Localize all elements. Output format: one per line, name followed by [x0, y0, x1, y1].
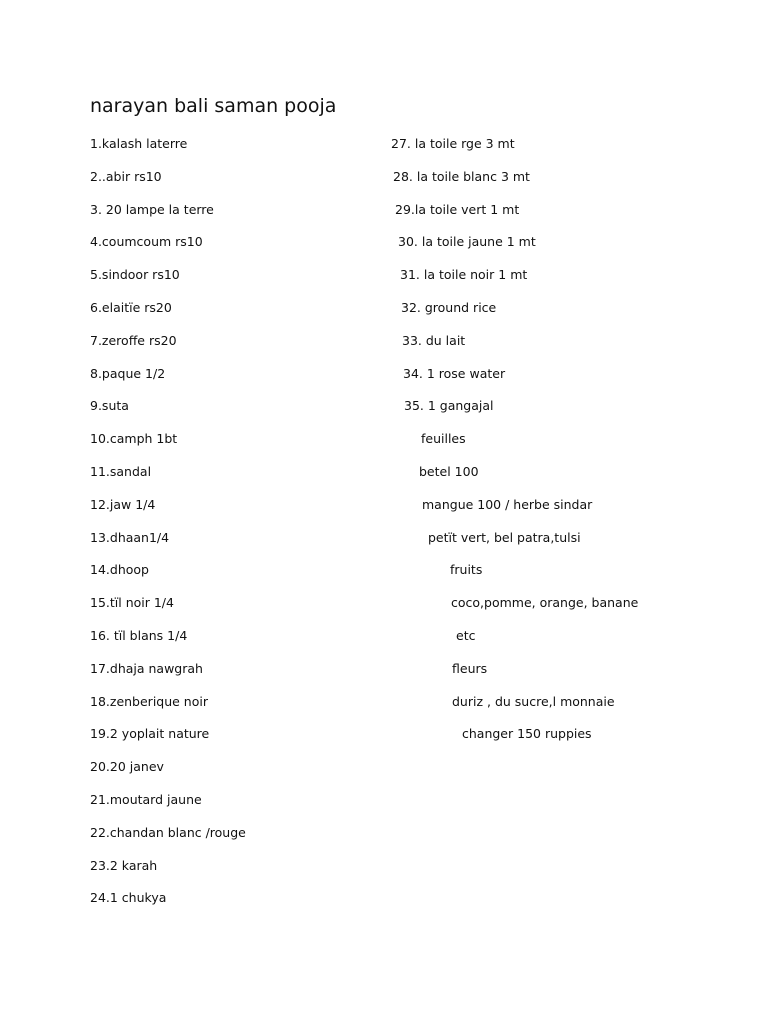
list-item: etc	[456, 627, 476, 643]
list-item: betel 100	[419, 463, 479, 479]
list-item: petït vert, bel patra,tulsi	[428, 529, 581, 545]
list-item: 21.moutard jaune	[90, 791, 202, 807]
list-item: 19.2 yoplait nature	[90, 726, 210, 742]
list-item: coco,pomme, orange, banane	[451, 595, 639, 611]
list-item: 30. la toile jaune 1 mt	[398, 234, 536, 250]
list-item: 18.zenberique noir	[90, 693, 208, 709]
list-item: 16. tïl blans 1/4	[90, 627, 188, 643]
list-item: 35. 1 gangajal	[404, 398, 494, 414]
list-item: 14.dhoop	[90, 562, 149, 578]
list-item: 15.tïl noir 1/4	[90, 595, 174, 611]
list-item: 11.sandal	[90, 463, 152, 479]
list-item: 3. 20 lampe la terre	[90, 201, 214, 217]
list-item: 6.elaitïe rs20	[90, 299, 172, 315]
list-item: fruits	[450, 562, 483, 578]
list-item: 24.1 chukya	[90, 890, 167, 906]
list-item: 17.dhaja nawgrah	[90, 660, 203, 676]
list-item: 31. la toile noir 1 mt	[400, 267, 528, 283]
list-item: 27. la toile rge 3 mt	[391, 136, 515, 151]
list-item: 12.jaw 1/4	[90, 496, 156, 512]
list-item: 32. ground rice	[401, 299, 497, 315]
supply-list-left-column	[89, 133, 379, 920]
list-item: 23.2 karah	[90, 857, 158, 873]
list-item: 13.dhaan1/4	[90, 529, 170, 545]
list-item: 20.20 janev	[90, 759, 164, 775]
list-item: 4.coumcoum rs10	[90, 234, 203, 250]
list-item: feuilles	[421, 431, 466, 447]
list-item: 1.kalash laterre	[90, 136, 188, 151]
list-item: 10.camph 1bt	[90, 431, 178, 447]
list-item: 34. 1 rose water	[403, 365, 506, 381]
list-item: 2..abir rs10	[90, 168, 162, 184]
list-item: 5.sindoor rs10	[90, 267, 180, 283]
list-item: 22.chandan blanc /rouge	[90, 824, 246, 840]
list-item: 8.paque 1/2	[90, 365, 166, 381]
list-item: 33. du lait	[402, 332, 466, 348]
list-item: 7.zeroffe rs20	[90, 332, 177, 348]
list-item: fleurs	[452, 660, 488, 676]
list-item: 28. la toile blanc 3 mt	[393, 168, 530, 184]
list-item: duriz , du sucre,l monnaie	[452, 693, 615, 709]
list-item: changer 150 ruppies	[462, 726, 592, 742]
list-item: 29.la toile vert 1 mt	[395, 201, 520, 217]
supply-list-right-column	[390, 133, 760, 756]
page-title: narayan bali saman pooja	[90, 95, 337, 117]
list-item: 9.suta	[90, 398, 129, 414]
list-item: mangue 100 / herbe sindar	[422, 496, 593, 512]
